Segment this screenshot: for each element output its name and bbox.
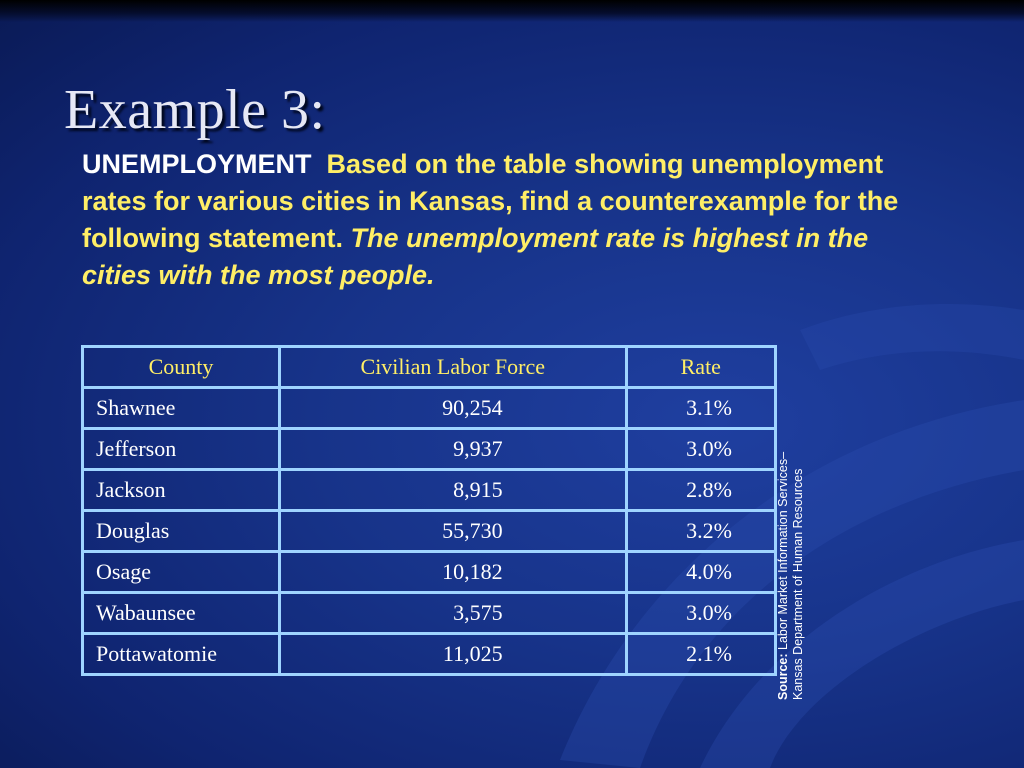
county-cell: Shawnee	[83, 388, 280, 429]
rate-cell: 3.2%	[626, 511, 775, 552]
slide-title: Example 3:	[64, 79, 326, 141]
table-row	[83, 511, 776, 552]
rate-cell: 4.0%	[626, 552, 775, 593]
table-row	[83, 634, 776, 675]
column-header-rate: Rate	[626, 347, 775, 388]
column-header-county: County	[83, 347, 280, 388]
county-cell: Wabaunsee	[83, 593, 280, 634]
source-note	[776, 410, 806, 700]
unemployment-table	[81, 345, 777, 676]
source-line-2: Kansas Department of Human Resources	[791, 468, 805, 700]
rate-cell: 2.1%	[626, 634, 775, 675]
source-label: Source:	[776, 653, 790, 700]
rate-cell: 3.1%	[626, 388, 775, 429]
county-cell: Douglas	[83, 511, 280, 552]
rate-cell: 2.8%	[626, 470, 775, 511]
labor-force-cell: 90,254	[279, 388, 626, 429]
table-row	[83, 388, 776, 429]
table-row	[83, 470, 776, 511]
problem-prompt: Based on the table showing unemployment rates for various cities in Kansas, find a counterexample for the following statement.	[82, 149, 899, 253]
labor-force-cell: 55,730	[279, 511, 626, 552]
table-row	[83, 429, 776, 470]
labor-force-cell: 11,025	[279, 634, 626, 675]
county-cell: Jackson	[83, 470, 280, 511]
table-row	[83, 552, 776, 593]
column-header-labor-force: Civilian Labor Force	[279, 347, 626, 388]
source-line-1: Labor Market Information Services–	[776, 451, 790, 650]
problem-statement: The unemployment rate is highest in the cities with the most people.	[82, 223, 869, 290]
labor-force-cell: 10,182	[279, 552, 626, 593]
rate-cell: 3.0%	[626, 593, 775, 634]
labor-force-cell: 8,915	[279, 470, 626, 511]
table-header-row	[83, 347, 776, 388]
labor-force-cell: 9,937	[279, 429, 626, 470]
problem-text	[82, 146, 942, 294]
county-cell: Pottawatomie	[83, 634, 280, 675]
problem-topic: UNEMPLOYMENT	[82, 149, 312, 179]
table-row	[83, 593, 776, 634]
rate-cell: 3.0%	[626, 429, 775, 470]
labor-force-cell: 3,575	[279, 593, 626, 634]
county-cell: Jefferson	[83, 429, 280, 470]
county-cell: Osage	[83, 552, 280, 593]
